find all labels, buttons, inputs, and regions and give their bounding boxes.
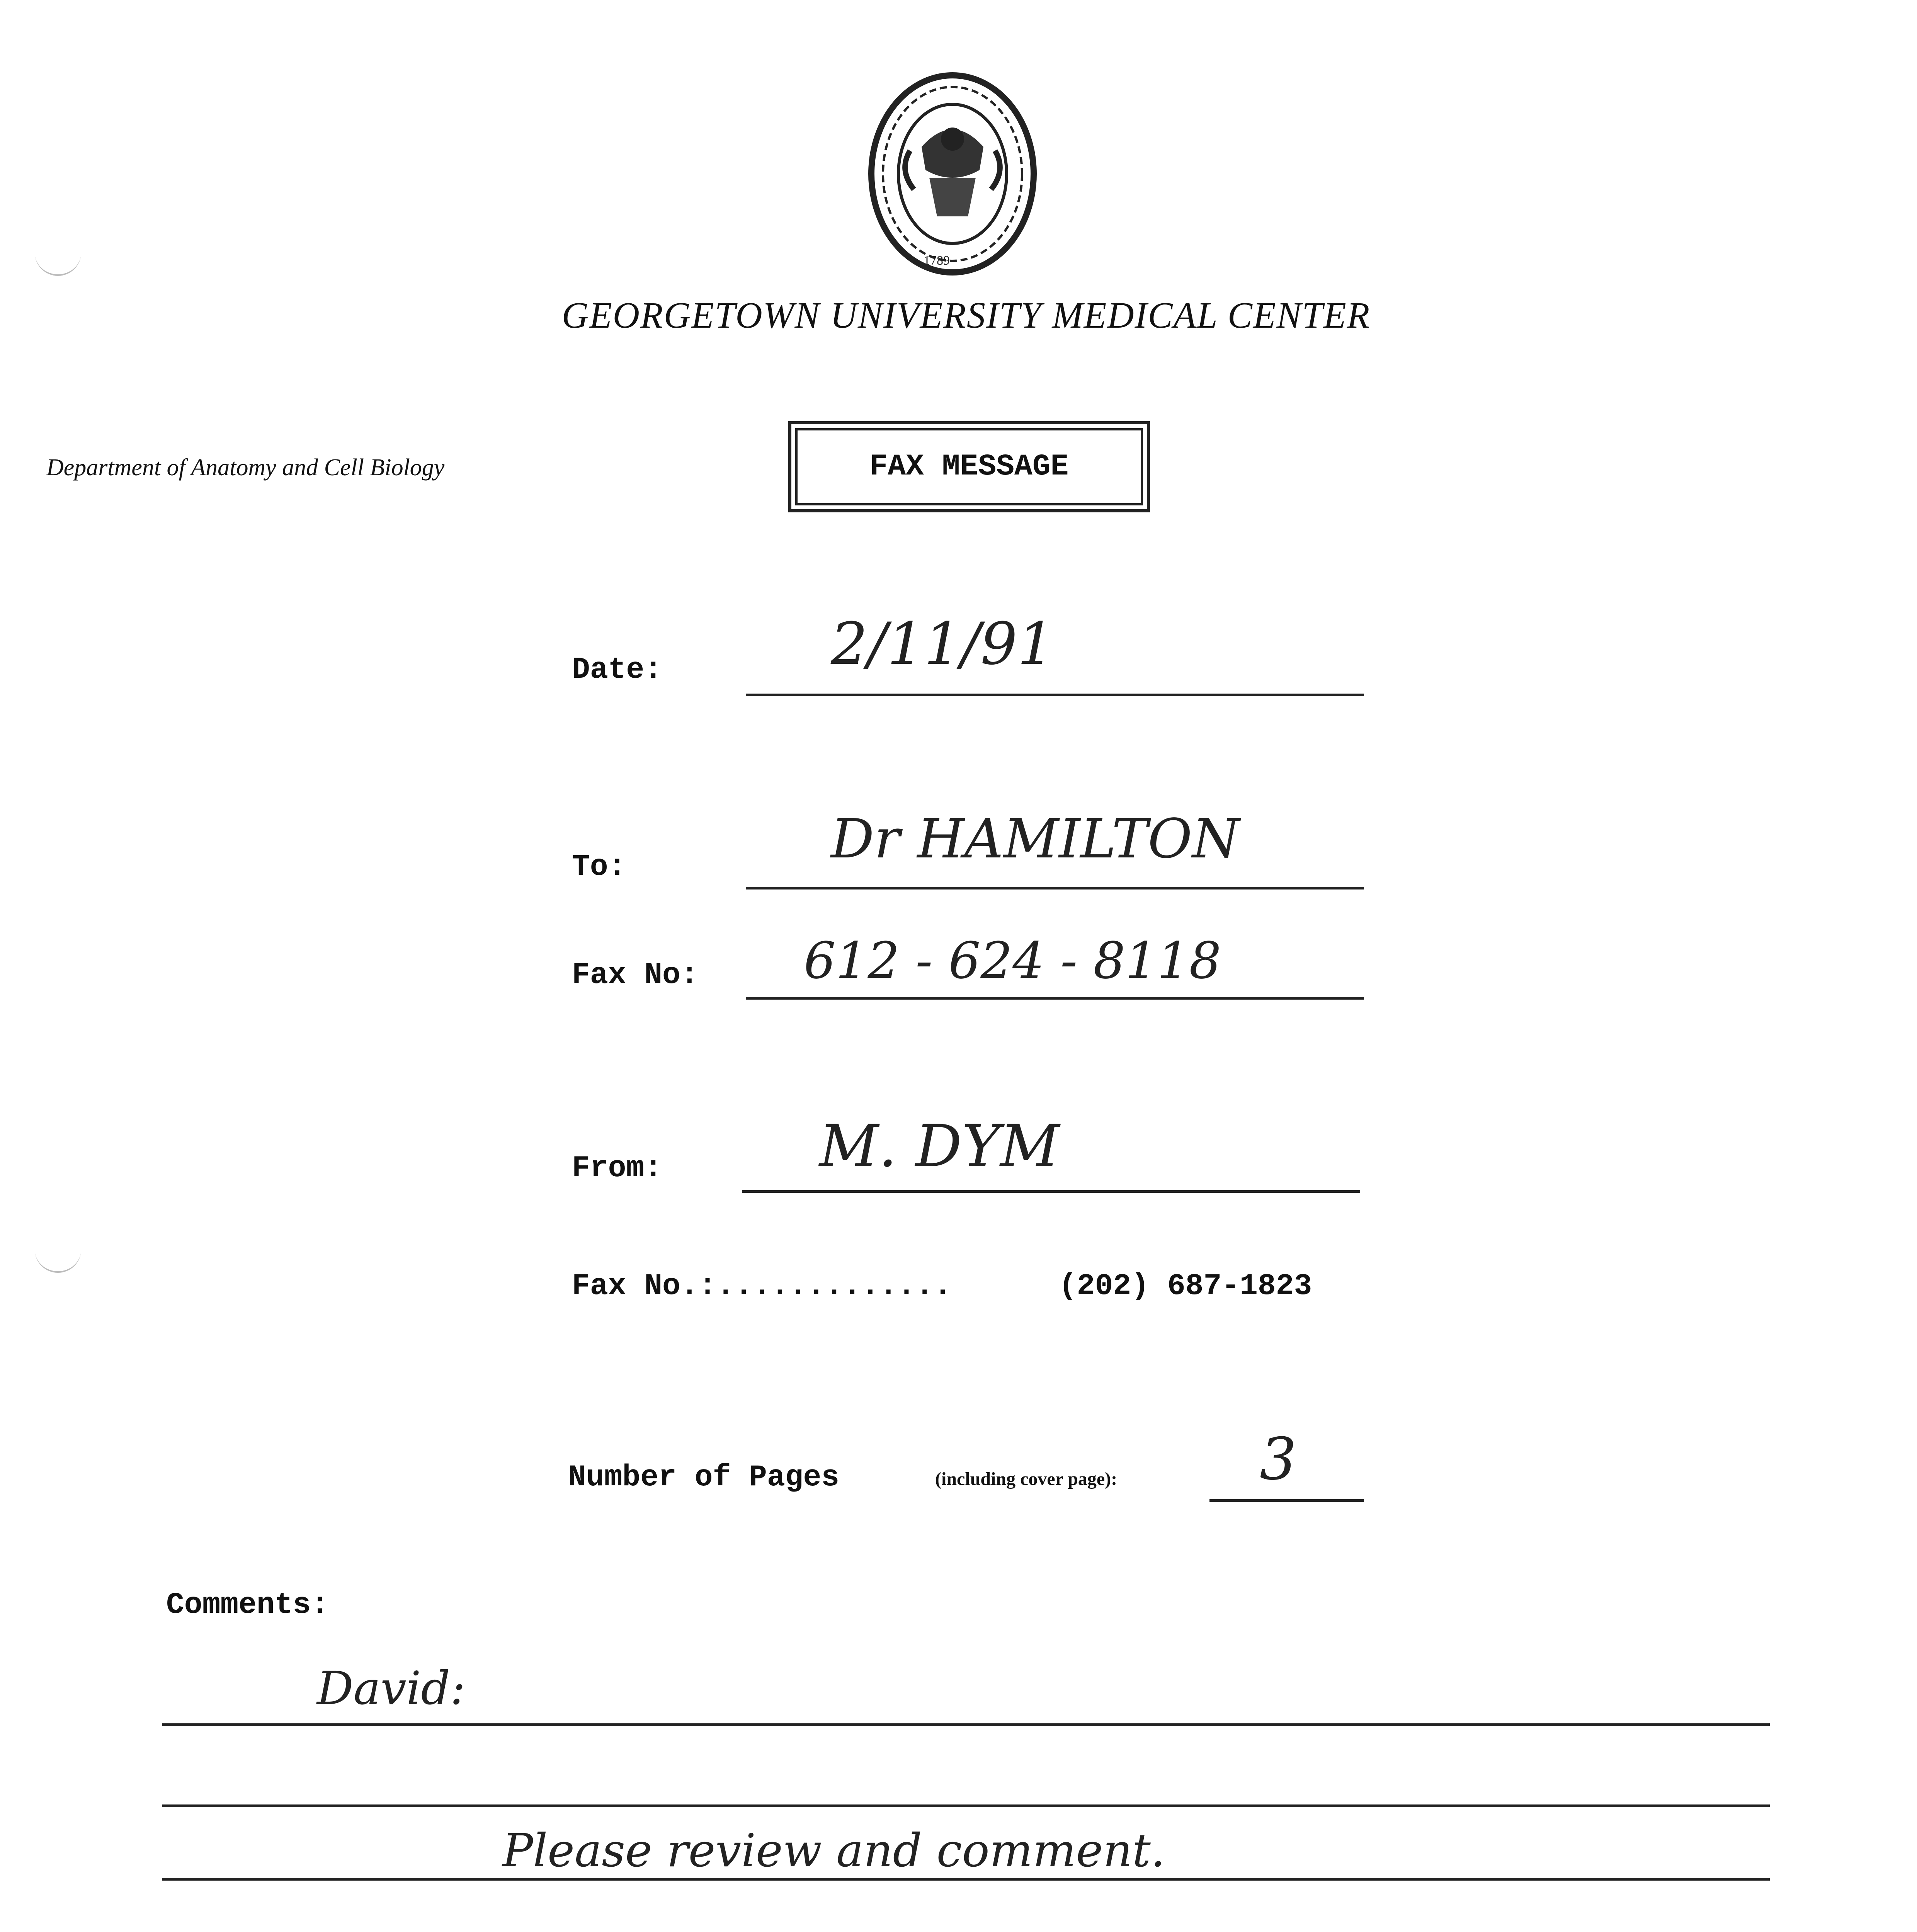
sender-fax-label: Fax No.:.............	[572, 1269, 952, 1303]
comment-line: David:	[317, 1662, 466, 1715]
to-value: Dr HAMILTON	[831, 808, 1240, 871]
fax-no-label: Fax No:	[572, 958, 699, 992]
to-label: To:	[572, 850, 626, 884]
comment-rule	[162, 1804, 1770, 1807]
comment-line: Please review and comment.	[502, 1824, 1165, 1877]
punch-mark	[35, 1236, 81, 1273]
pages-value: 3	[1260, 1426, 1297, 1493]
institution-name: GEORGETOWN UNIVERSITY MEDICAL CENTER	[561, 294, 1371, 336]
comment-rule	[162, 1723, 1770, 1726]
date-label: Date:	[572, 653, 663, 687]
comment-rule	[162, 1878, 1770, 1881]
punch-mark	[35, 240, 81, 276]
fax-message-title-box	[788, 421, 1150, 512]
university-seal-icon	[864, 70, 1041, 286]
pages-label: Number of Pages	[568, 1461, 840, 1495]
pages-note: (including cover page):	[935, 1469, 1118, 1489]
fax-no-value: 612 - 624 - 8118	[804, 931, 1221, 990]
date-value: 2/11/91	[831, 611, 1055, 678]
department-name: Department of Anatomy and Cell Biology	[46, 454, 445, 481]
from-value: M. DYM	[819, 1113, 1060, 1180]
from-label: From:	[572, 1151, 663, 1185]
document-title: FAX MESSAGE	[869, 450, 1069, 484]
comments-label: Comments:	[166, 1588, 329, 1622]
seal-year: 1789	[924, 253, 950, 268]
sender-fax-value: (202) 687-1823	[1059, 1269, 1312, 1303]
